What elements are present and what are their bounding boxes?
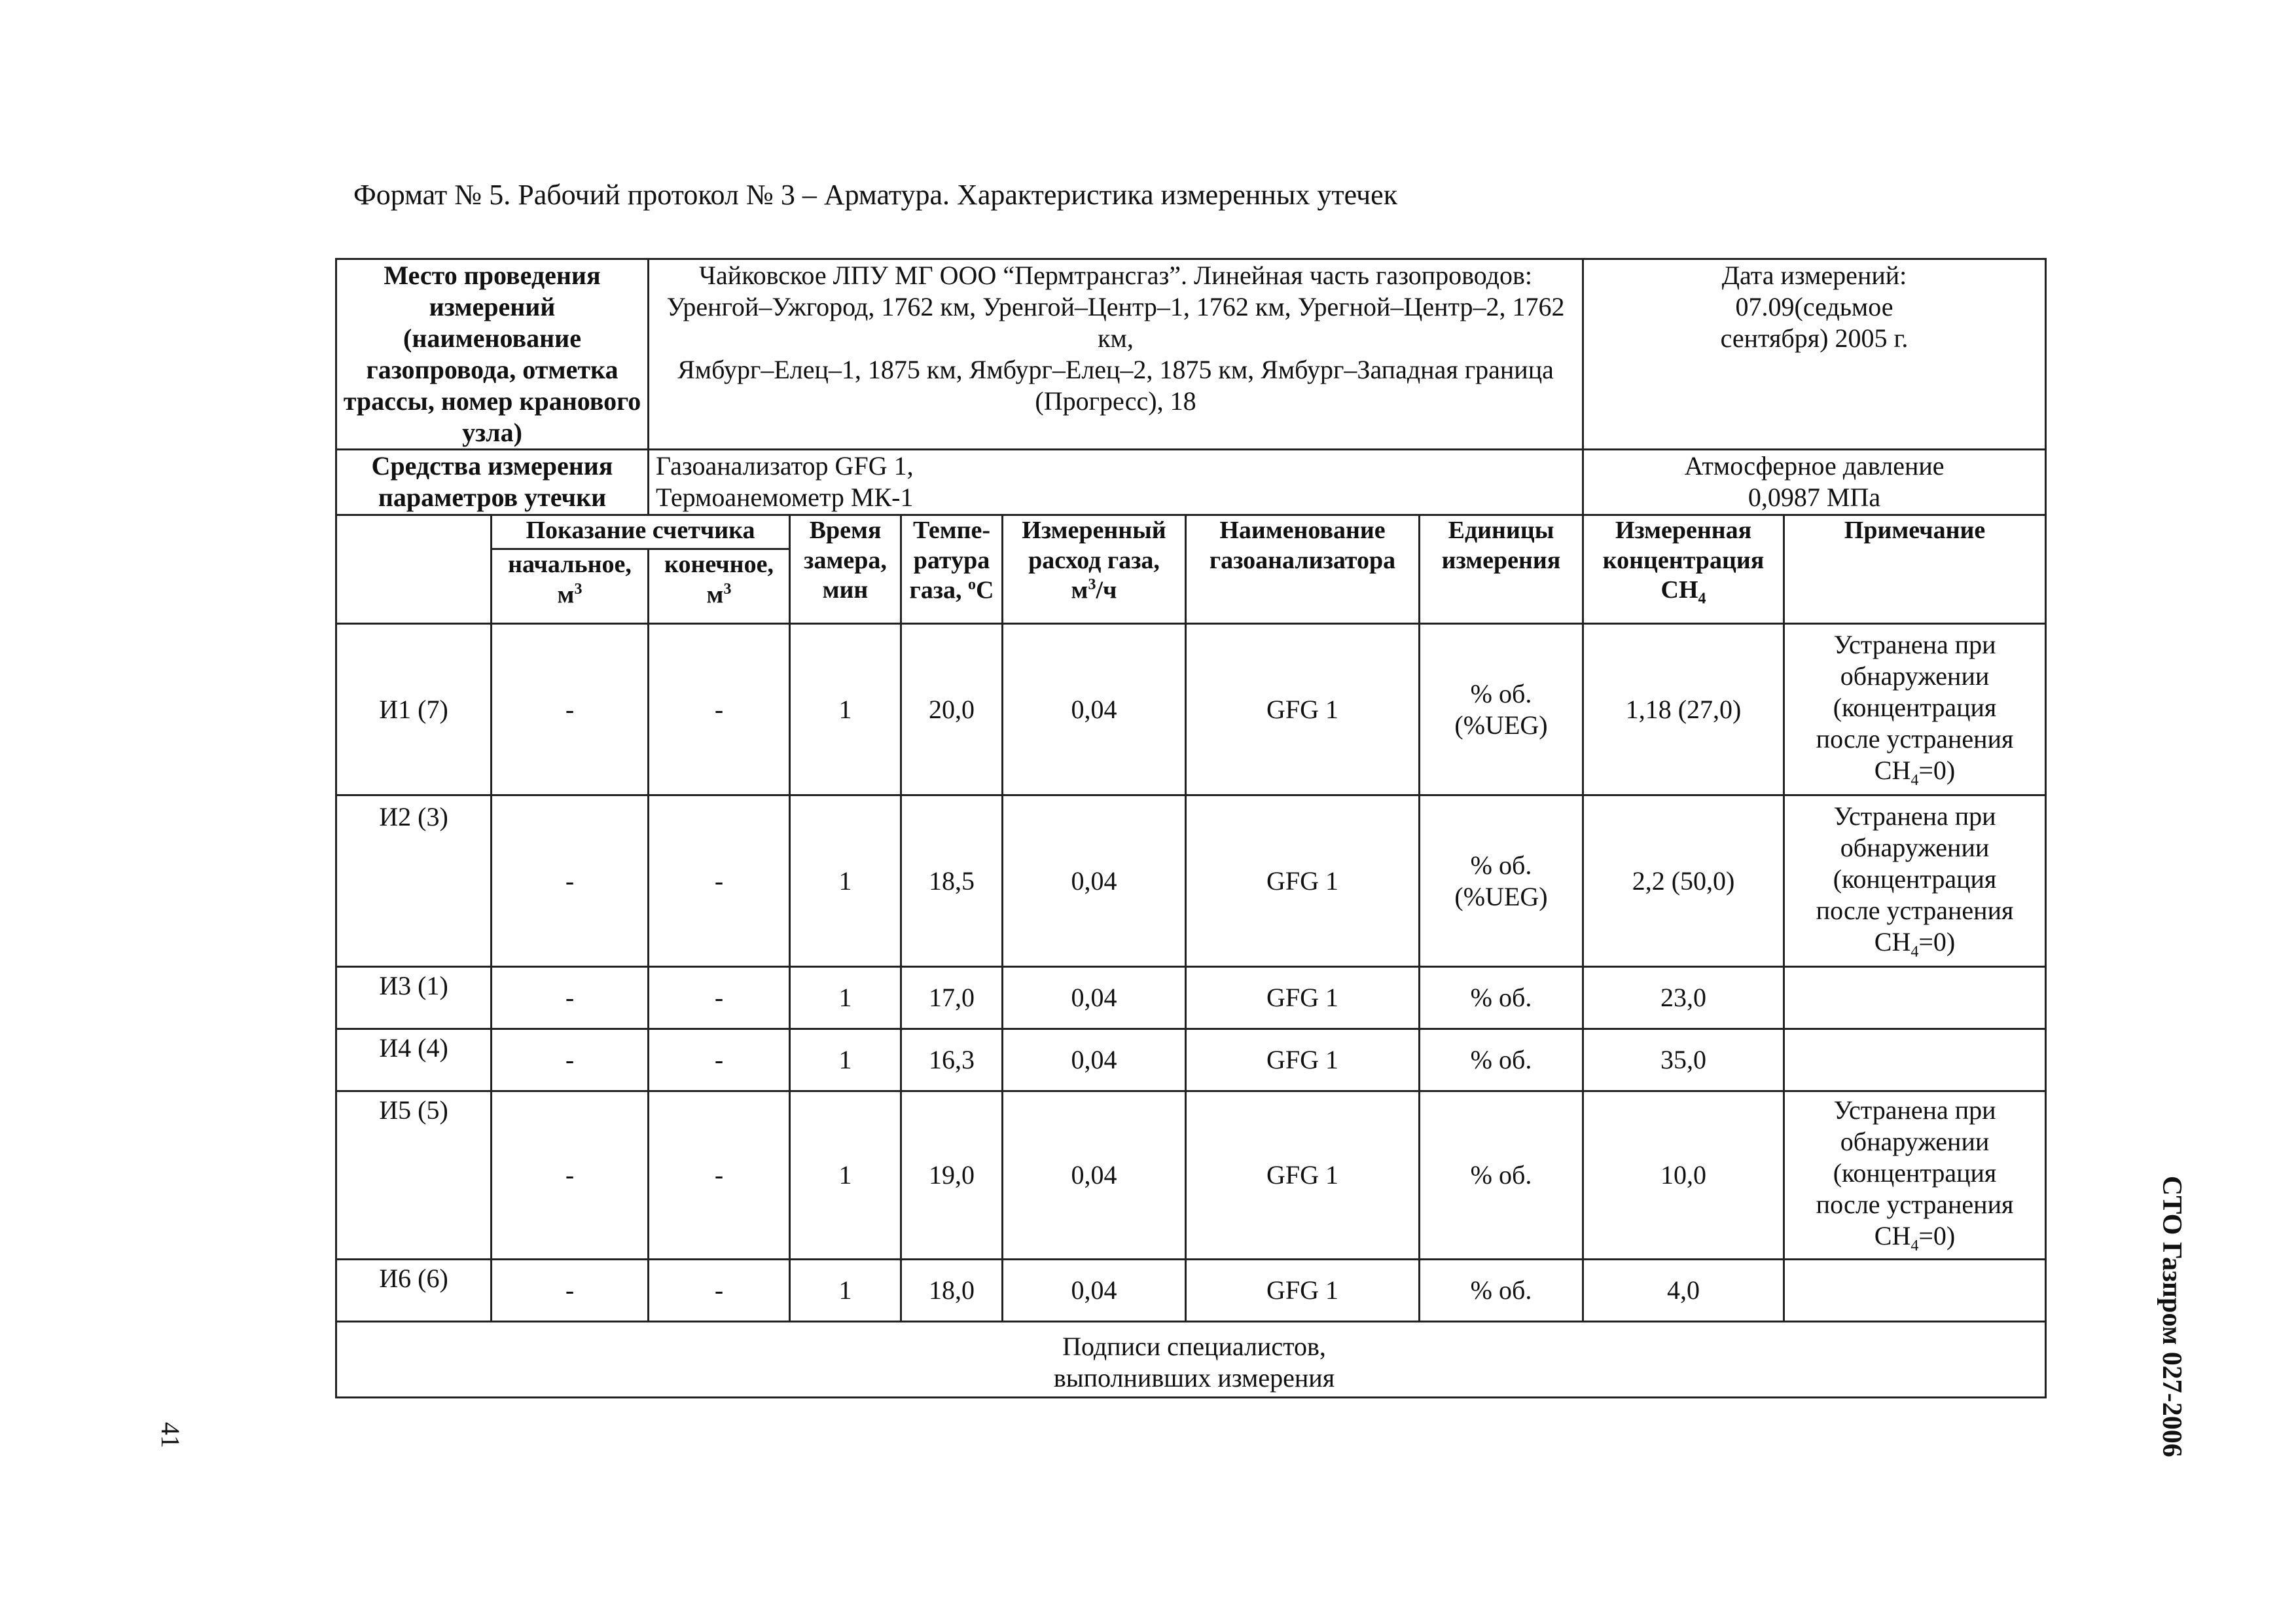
units: % об. [1420,1029,1583,1091]
gas-temperature: 20,0 [901,624,1003,795]
units: % об. [1420,967,1583,1029]
note: Устранена при обнаружении (концентрация после устранения $CH_4=0$) [1784,624,2046,795]
counter-start: - [492,967,649,1029]
measure-time: 1 [790,624,901,795]
note [1784,967,2046,1029]
table-row [336,967,2046,1029]
table-row [336,1029,2046,1091]
table-row [336,624,2046,795]
place-row [336,259,2046,450]
row-id: И5 (5) [336,1091,492,1260]
counter-start: - [492,1260,649,1322]
units: % об. (%UEG) [1420,624,1583,795]
counter-end: - [649,1091,790,1260]
tools-row [336,450,2046,515]
measurement-date: Дата измерений: 07.09(седьмое сентября) 2005 г. [1583,259,2046,450]
note: Устранена при обнаружении (концентрация после устранения $CH_4=0$) [1784,795,2046,967]
analyzer-name: GFG 1 [1186,1029,1420,1091]
header-flow: Измеренный расход газа, $м^3/ч$ [1003,515,1186,624]
header-units: Единицы измерения [1420,515,1583,624]
gas-flow: 0,04 [1003,967,1186,1029]
atmospheric-pressure: Атмосферное давление 0,0987 МПа [1583,450,2046,515]
gas-temperature: 18,5 [901,795,1003,967]
gas-temperature: 18,0 [901,1260,1003,1322]
page-number-text: 41 [156,1422,185,1448]
row-id: И6 (6) [336,1260,492,1322]
header-counter-start: начальное, $м^3$ [492,549,649,624]
row-id: И3 (1) [336,967,492,1029]
counter-start: - [492,1029,649,1091]
document-code-text: СТО Газпром 027-2006 [2157,1176,2187,1457]
concentration: 2,2 (50,0) [1583,795,1784,967]
header-temperature: Темпе- ратура газа, $^о$С [901,515,1003,624]
counter-start: - [492,1091,649,1260]
note [1784,1029,2046,1091]
header-concentration: Измеренная концентрация $CH_4$ [1583,515,1784,624]
row-id: И4 (4) [336,1029,492,1091]
document-code [2157,1176,2187,1464]
table-row [336,1260,2046,1322]
units: % об. (%UEG) [1420,795,1583,967]
measure-time: 1 [790,1260,901,1322]
measure-time: 1 [790,1091,901,1260]
analyzer-name: GFG 1 [1186,1091,1420,1260]
counter-end: - [649,1029,790,1091]
header-row-1 [336,515,2046,549]
counter-end: - [649,624,790,795]
measure-time: 1 [790,967,901,1029]
gas-temperature: 19,0 [901,1091,1003,1260]
header-id [336,515,492,624]
page-number [156,1422,186,1461]
signatures: Подписи специалистов, выполнивших измерения [336,1322,2046,1398]
signatures-row [336,1322,2046,1398]
gas-flow: 0,04 [1003,1091,1186,1260]
concentration: 35,0 [1583,1029,1784,1091]
concentration: 4,0 [1583,1260,1784,1322]
gas-flow: 0,04 [1003,1260,1186,1322]
leak-protocol-table [335,258,2047,1398]
units: % об. [1420,1260,1583,1322]
row-id: И2 (3) [336,795,492,967]
counter-start: - [492,624,649,795]
tools-value: Газоанализатор GFG 1, Термоанемометр МК-1 [649,450,1583,515]
concentration: 10,0 [1583,1091,1784,1260]
table-row [336,1091,2046,1260]
tools-label: Средства измерения параметров утечки [336,450,649,515]
measure-time: 1 [790,795,901,967]
table-row [336,795,2046,967]
header-note: Примечание [1784,515,2046,624]
counter-start: - [492,795,649,967]
gas-temperature: 16,3 [901,1029,1003,1091]
gas-flow: 0,04 [1003,1029,1186,1091]
header-counter-end: конечное, $м^3$ [649,549,790,624]
gas-temperature: 17,0 [901,967,1003,1029]
counter-end: - [649,795,790,967]
analyzer-name: GFG 1 [1186,795,1420,967]
analyzer-name: GFG 1 [1186,967,1420,1029]
place-value: Чайковское ЛПУ МГ ООО “Пермтрансгаз”. Линейная часть газопроводов: Уренгой–Ужгород, 1762 км, Уренгой–Центр–1, 1762 км, Урегной–Центр–2, 1762 км, Ямбург–Елец–1, 1875 км, Ямбург–Елец–2, 1875 км, Ямбург–Западная граница (Прогресс), 18 [649,259,1583,450]
header-time: Время замера, мин [790,515,901,624]
counter-end: - [649,1260,790,1322]
note [1784,1260,2046,1322]
analyzer-name: GFG 1 [1186,1260,1420,1322]
gas-flow: 0,04 [1003,795,1186,967]
place-label: Место проведения измерений (наименование газопровода, отметка трассы, номер кранового узла) [336,259,649,450]
header-analyzer: Наименование газоанализатора [1186,515,1420,624]
analyzer-name: GFG 1 [1186,624,1420,795]
counter-end: - [649,967,790,1029]
header-counter: Показание счетчика [492,515,790,549]
measure-time: 1 [790,1029,901,1091]
gas-flow: 0,04 [1003,624,1186,795]
units: % об. [1420,1091,1583,1260]
concentration: 23,0 [1583,967,1784,1029]
row-id: И1 (7) [336,624,492,795]
page-title: Формат № 5. Рабочий протокол № 3 – Арматура. Характеристика измеренных утечек [353,179,1398,211]
note: Устранена при обнаружении (концентрация после устранения $CH_4=0$) [1784,1091,2046,1260]
concentration: 1,18 (27,0) [1583,624,1784,795]
